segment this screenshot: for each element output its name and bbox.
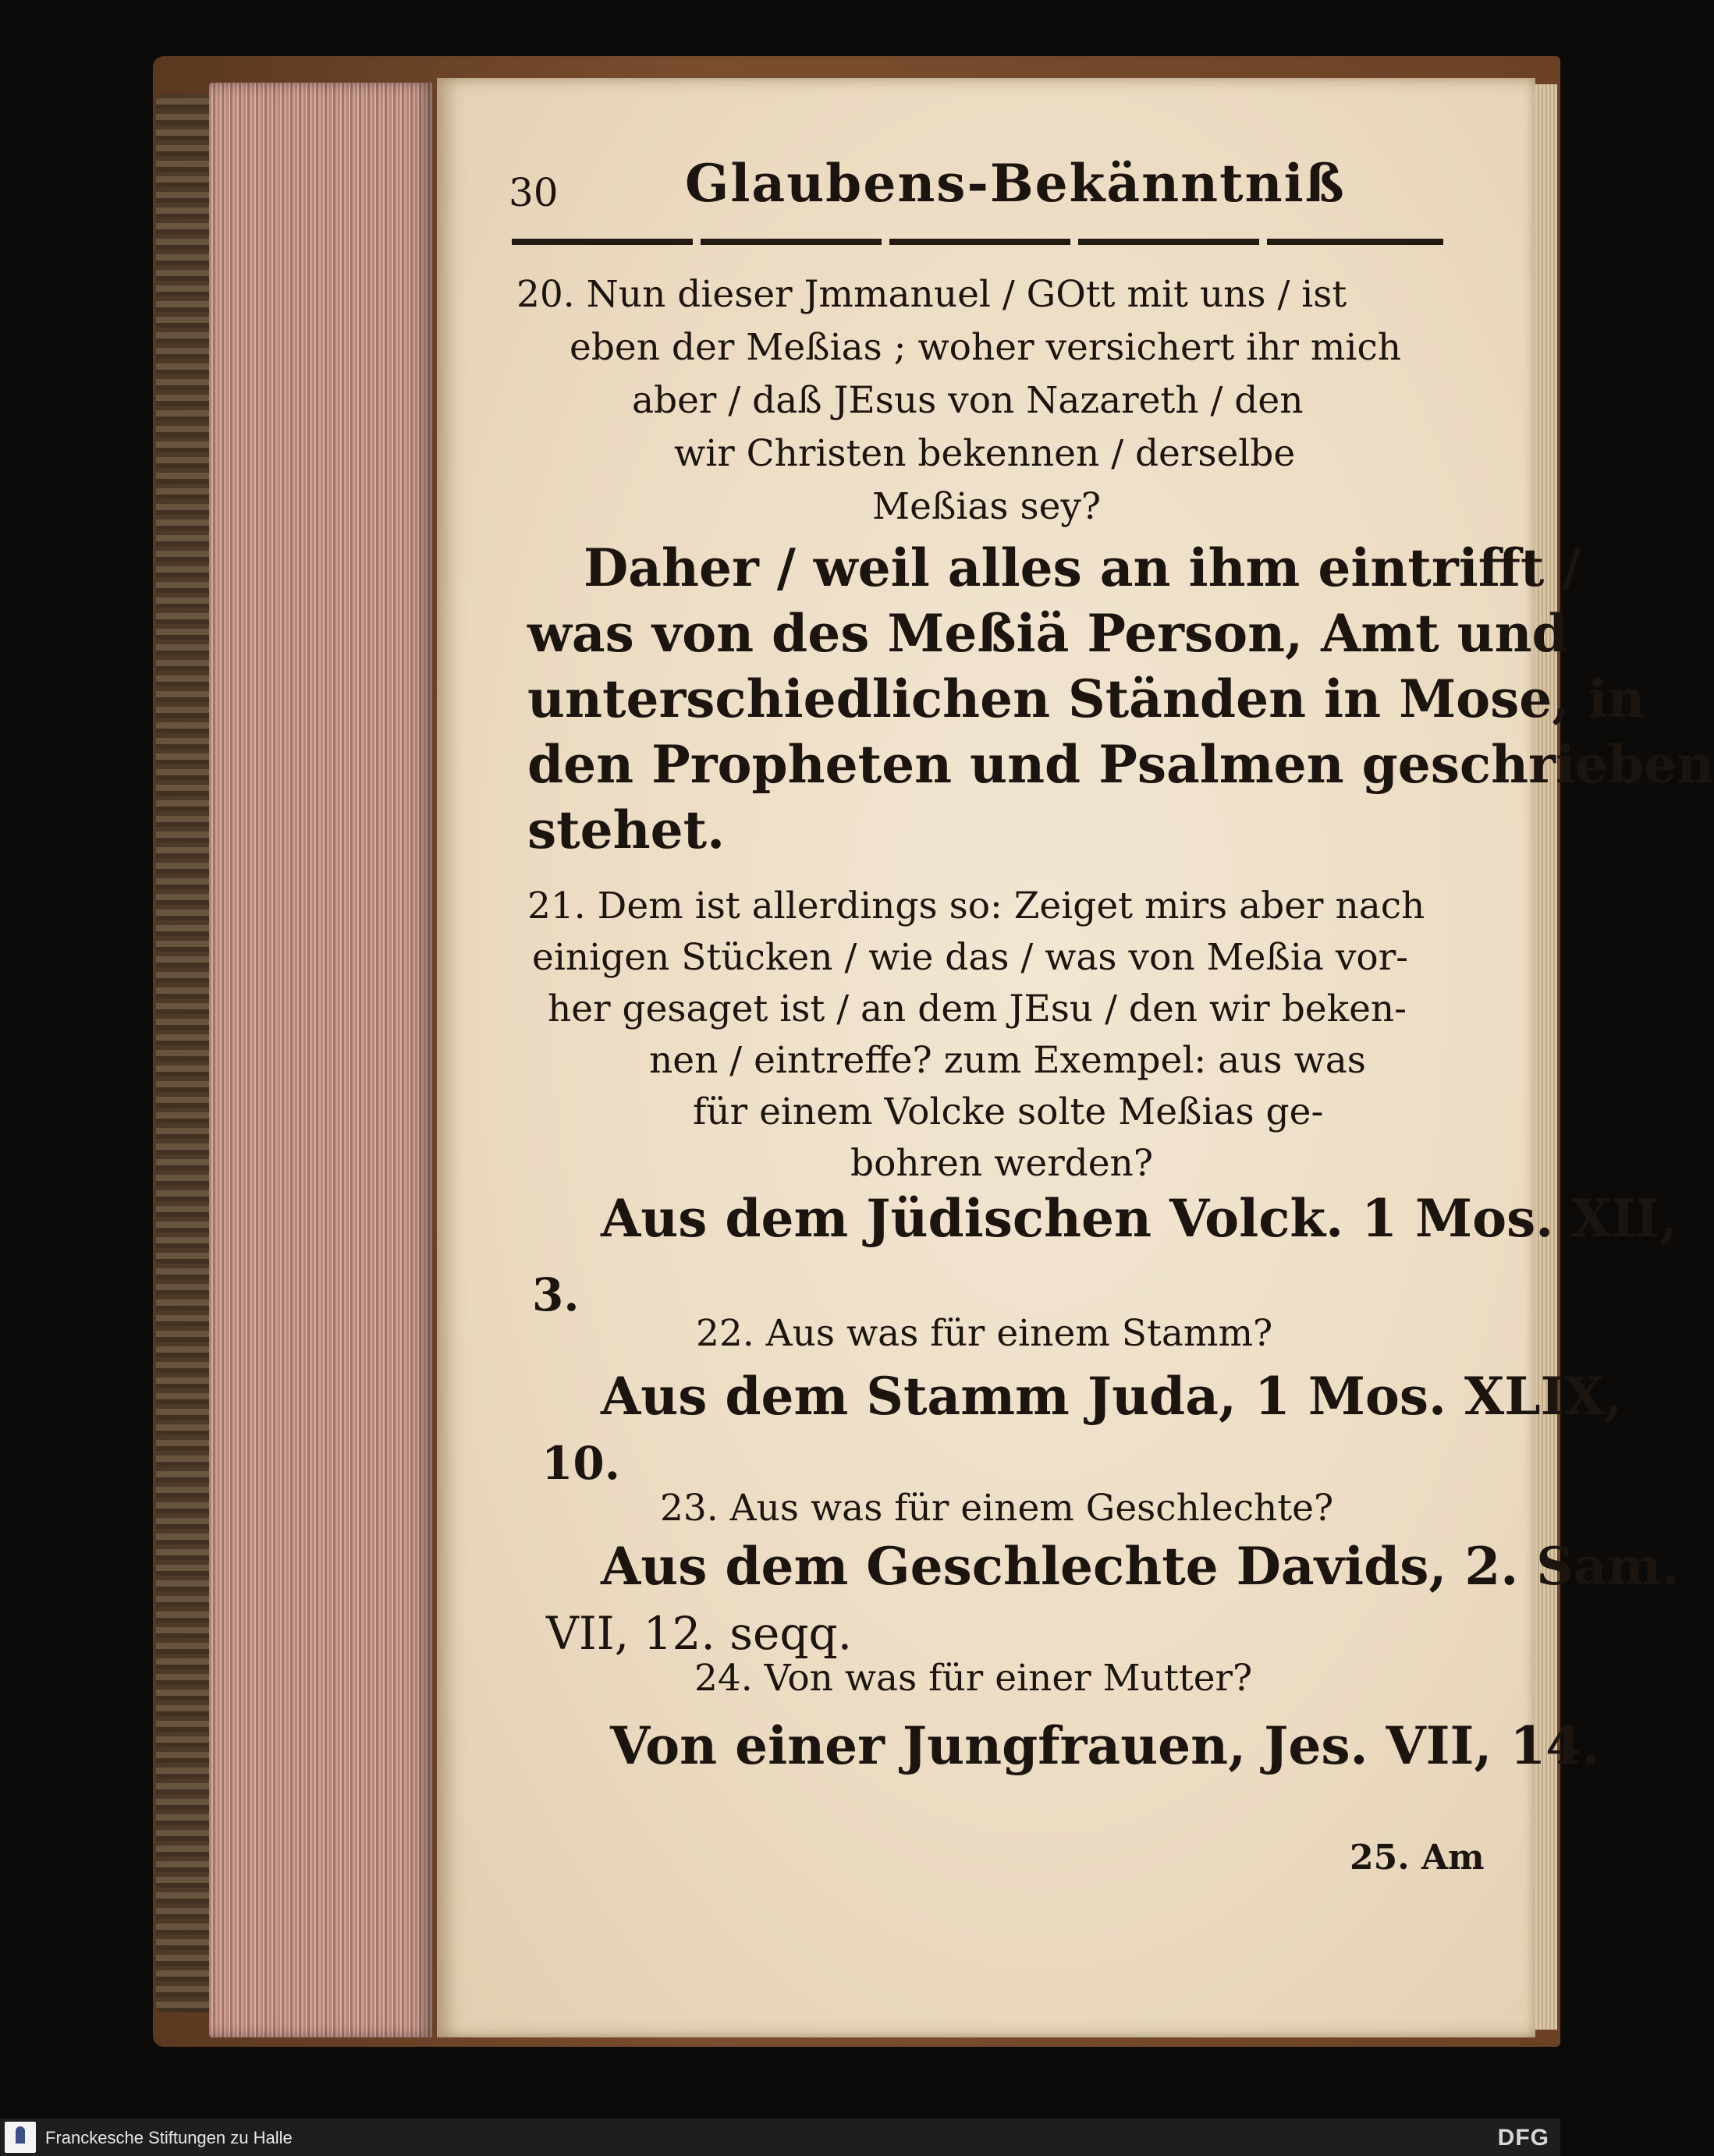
answer-24: Von einer Jungfrauen, Jes. VII, 14. bbox=[610, 1715, 1600, 1776]
answer-21-line: Aus dem Jüdischen Volck. 1 Mos. XII, bbox=[601, 1188, 1678, 1249]
header-rule bbox=[1078, 239, 1259, 245]
question-20-line: aber / daß JEsus von Nazareth / den bbox=[632, 379, 1304, 422]
answer-22-line: Aus dem Stamm Juda, 1 Mos. XLIX, bbox=[601, 1366, 1623, 1427]
question-21-line: für einem Volcke solte Meßias ge- bbox=[693, 1090, 1324, 1133]
question-21-line: 21. Dem ist allerdings so: Zeiget mirs aber nach bbox=[527, 885, 1425, 927]
question-20-line: 20. Nun dieser Jmmanuel / GOtt mit uns / ist bbox=[516, 273, 1347, 316]
footer-bar bbox=[0, 2119, 1560, 2156]
question-21-line: her gesaget ist / an dem JEsu / den wir beken- bbox=[548, 988, 1407, 1030]
question-20-line: Meßias sey? bbox=[872, 485, 1102, 528]
page-number: 30 bbox=[509, 170, 559, 215]
answer-20-line: Daher / weil alles an ihm eintrifft / bbox=[584, 537, 1581, 598]
running-head: Glaubens-Bekänntniß bbox=[685, 153, 1346, 214]
question-20-line: wir Christen bekennen / derselbe bbox=[674, 432, 1296, 475]
question-21-line: einigen Stücken / wie das / was von Meßia vor- bbox=[532, 936, 1409, 979]
answer-23-line: VII, 12. seqq. bbox=[546, 1607, 853, 1660]
catchword: 25. Am bbox=[1350, 1838, 1485, 1878]
header-rule bbox=[889, 239, 1070, 245]
question-20-line: eben der Meßias ; woher versichert ihr mich bbox=[570, 326, 1402, 369]
answer-22-line: 10. bbox=[541, 1437, 620, 1490]
question-21-line: bohren werden? bbox=[850, 1142, 1154, 1185]
answer-20-line: was von des Meßiä Person, Amt und bbox=[527, 603, 1568, 664]
answer-20-line: stehet. bbox=[527, 800, 726, 860]
question-24: 24. Von was für einer Mutter? bbox=[694, 1657, 1253, 1700]
page-edges bbox=[209, 83, 432, 2037]
header-rule bbox=[512, 239, 693, 245]
header-rule bbox=[701, 239, 882, 245]
question-22: 22. Aus was für einem Stamm? bbox=[696, 1312, 1273, 1355]
question-21-line: nen / eintreffe? zum Exempel: aus was bbox=[649, 1039, 1366, 1082]
institution-logo-icon bbox=[5, 2122, 36, 2153]
question-23: 23. Aus was für einem Geschlechte? bbox=[660, 1487, 1334, 1530]
answer-20-line: den Propheten und Psalmen geschrieben bbox=[527, 734, 1714, 795]
answer-20-line: unterschiedlichen Ständen in Mose, in bbox=[527, 668, 1645, 729]
dfg-logo: DFG bbox=[1497, 2125, 1549, 2151]
answer-23-line: Aus dem Geschlechte Davids, 2. Sam. bbox=[601, 1536, 1680, 1597]
answer-21-line: 3. bbox=[532, 1268, 580, 1321]
header-rule bbox=[1267, 239, 1443, 245]
institution-name: Franckesche Stiftungen zu Halle bbox=[45, 2128, 293, 2147]
